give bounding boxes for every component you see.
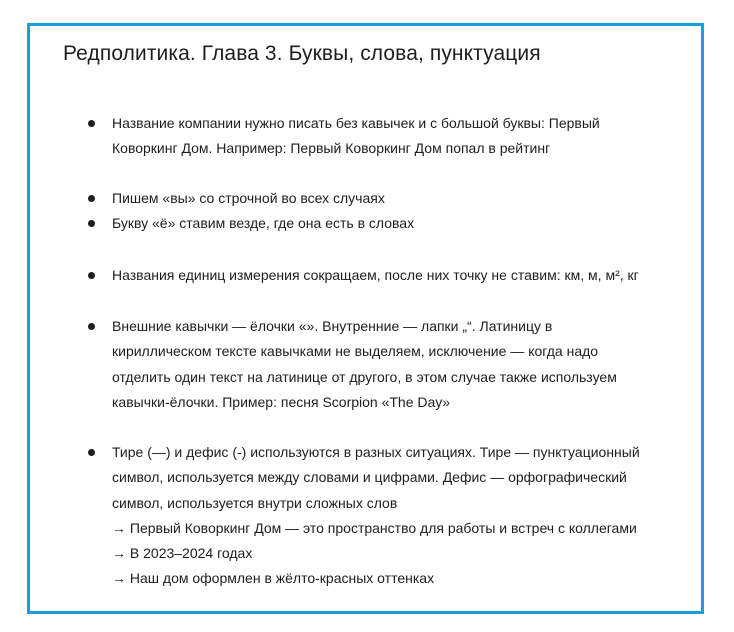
list-item-text: Название компании нужно писать без кавычек и с большой буквы: Первый Коворкинг Дом. Например: Первый Коворкинг Дом попал в рейтинг	[112, 115, 600, 157]
bullet-icon	[88, 195, 95, 202]
example-line: → Наш дом оформлен в жёлто-красных оттенках	[112, 570, 435, 587]
list-item-units	[86, 263, 686, 288]
list-item-vy-lowercase	[86, 186, 686, 211]
list-item-quotes	[86, 314, 686, 415]
list-item-text: Названия единиц измерения сокращаем, после них точку не ставим: км, м, м², кг	[112, 267, 639, 283]
bullet-icon	[88, 220, 95, 227]
list-item-text: Пишем «вы» со строчной во всех случаях	[112, 190, 385, 206]
bullet-icon	[88, 272, 95, 279]
page-title: Редполитика. Глава 3. Буквы, слова, пунктуация	[63, 42, 541, 65]
bullet-icon	[88, 120, 95, 127]
list-item-yo-letter	[86, 211, 686, 236]
list-item-text: Букву «ё» ставим везде, где она есть в словах	[112, 215, 415, 231]
list-item-text: Тире (—) и дефис (-) используются в разных ситуациях. Тире — пунктуационный символ, используется между словами и цифрами. Дефис — орфографический символ, используется внутри сложных слов → Первый Коворкинг Дом — это пространство для работы и встреч с коллегами → В 2023–2024 годах → Наш дом оформлен в жёлто-красных оттенках	[112, 440, 686, 592]
bullet-icon	[88, 449, 95, 456]
example-line: → Первый Коворкинг Дом — это пространство для работы и встреч с коллегами	[112, 519, 637, 536]
list-item-company-name	[86, 111, 686, 162]
bullet-icon	[88, 323, 95, 330]
list-item-text: Внешние кавычки — ёлочки «». Внутренние — лапки „“. Латиницу в кириллическом тексте кавычками не выделяем, исключение — когда надо отделить один текст на латинице от другого, в этом случае также используем кавычки-ёлочки. Пример: песня Scorpion «The Day»	[112, 318, 617, 410]
list-item-dash-hyphen	[86, 440, 686, 592]
example-line: → В 2023–2024 годах	[112, 545, 253, 562]
document-frame	[27, 23, 704, 614]
